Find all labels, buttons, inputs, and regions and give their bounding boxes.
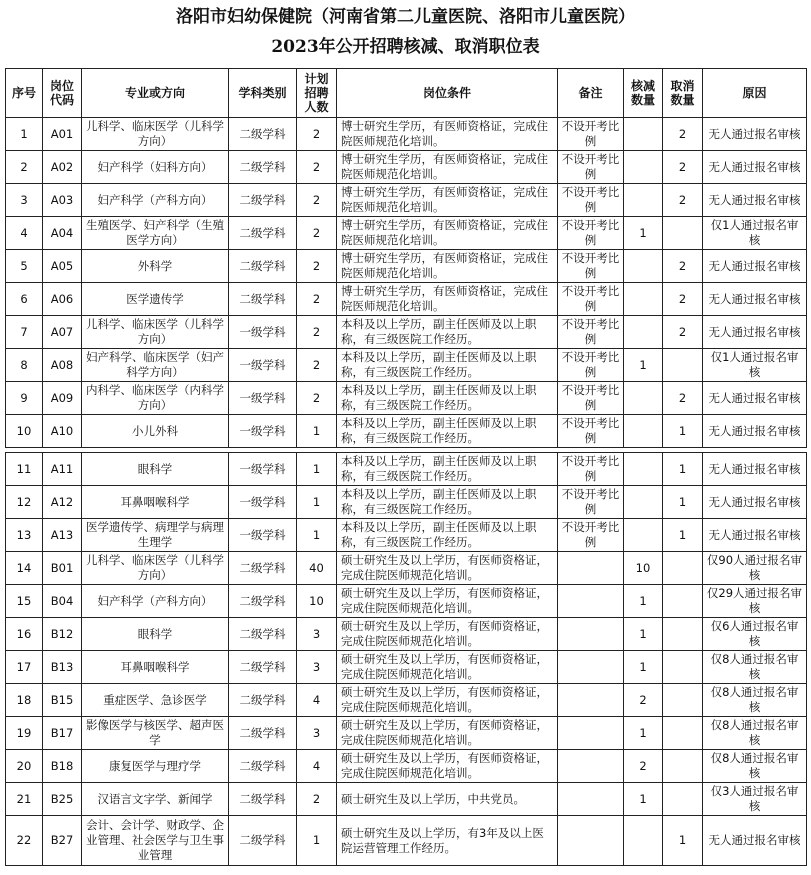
cell-category: 一级学科: [229, 349, 297, 382]
cell-code: A08: [43, 349, 82, 382]
cell-reason: 仅8人通过报名审核: [703, 750, 807, 783]
cell-seq: 2: [6, 151, 43, 184]
cell-reason: 无人通过报名审核: [703, 486, 807, 519]
cell-remark: 不设开考比例: [558, 118, 624, 151]
cell-code: A09: [43, 382, 82, 415]
cell-seq: 10: [6, 415, 43, 448]
cell-cancel: 2: [663, 151, 703, 184]
cell-code: B12: [43, 618, 82, 651]
cell-reason: 仅29人通过报名审核: [703, 585, 807, 618]
cell-major: 儿科学、临床医学（儿科学方向）: [82, 552, 229, 585]
cell-reason: 无人通过报名审核: [703, 184, 807, 217]
cell-plan: 3: [297, 618, 337, 651]
cell-seq: 11: [6, 453, 43, 486]
cell-category: 二级学科: [229, 717, 297, 750]
table-row: [6, 783, 807, 816]
cell-plan: 2: [297, 118, 337, 151]
cell-code: B01: [43, 552, 82, 585]
cell-conditions: 本科及以上学历，副主任医师及以上职称，有三级医院工作经历。: [337, 519, 558, 552]
header-plan: 计划招聘人数: [297, 69, 337, 118]
cell-conditions: 博士研究生学历，有医师资格证，完成住院医师规范化培训。: [337, 184, 558, 217]
cell-code: B04: [43, 585, 82, 618]
cell-cancel: 2: [663, 382, 703, 415]
cell-reduce: 1: [624, 651, 663, 684]
cell-category: 二级学科: [229, 750, 297, 783]
header-reason: 原因: [703, 69, 807, 118]
cell-conditions: 硕士研究生及以上学历，有医师资格证，完成住院医师规范化培训。: [337, 585, 558, 618]
cell-reduce: [624, 316, 663, 349]
table-row: [6, 750, 807, 783]
table-row: [6, 519, 807, 552]
cell-remark: 不设开考比例: [558, 453, 624, 486]
cell-plan: 1: [297, 415, 337, 448]
cell-category: 二级学科: [229, 618, 297, 651]
cell-code: A02: [43, 151, 82, 184]
cell-reduce: 2: [624, 684, 663, 717]
cell-reason: 仅3人通过报名审核: [703, 783, 807, 816]
cell-cancel: [663, 618, 703, 651]
table-row: [6, 382, 807, 415]
cell-remark: 不设开考比例: [558, 151, 624, 184]
cell-seq: 4: [6, 217, 43, 250]
cell-major: 生殖医学、妇产科学（生殖医学方向）: [82, 217, 229, 250]
cell-reduce: 1: [624, 717, 663, 750]
cell-plan: 2: [297, 283, 337, 316]
cell-remark: [558, 552, 624, 585]
cell-category: 一级学科: [229, 382, 297, 415]
cell-category: 二级学科: [229, 816, 297, 866]
cell-reason: 仅8人通过报名审核: [703, 651, 807, 684]
cell-cancel: [663, 585, 703, 618]
cell-conditions: 本科及以上学历，副主任医师及以上职称，有三级医院工作经历。: [337, 415, 558, 448]
cell-category: 二级学科: [229, 184, 297, 217]
cell-reduce: 1: [624, 585, 663, 618]
cell-category: 一级学科: [229, 486, 297, 519]
cell-seq: 12: [6, 486, 43, 519]
cell-reduce: [624, 382, 663, 415]
cell-reason: 仅1人通过报名审核: [703, 217, 807, 250]
cell-cancel: [663, 684, 703, 717]
cell-conditions: 硕士研究生及以上学历，有3年及以上医院运营管理工作经历。: [337, 816, 558, 866]
document-title-line1: 洛阳市妇幼保健院（河南省第二儿童医院、洛阳市儿童医院）: [176, 7, 635, 27]
cell-remark: 不设开考比例: [558, 184, 624, 217]
cell-cancel: [663, 717, 703, 750]
cell-reason: 仅8人通过报名审核: [703, 717, 807, 750]
cell-cancel: [663, 552, 703, 585]
cell-cancel: 2: [663, 184, 703, 217]
cell-plan: 40: [297, 552, 337, 585]
cell-conditions: 硕士研究生及以上学历，有医师资格证，完成住院医师规范化培训。: [337, 651, 558, 684]
cell-seq: 3: [6, 184, 43, 217]
cell-remark: [558, 684, 624, 717]
cell-category: 二级学科: [229, 684, 297, 717]
table-row: [6, 453, 807, 486]
cell-reason: 无人通过报名审核: [703, 283, 807, 316]
cell-major: 眼科学: [82, 453, 229, 486]
cell-major: 妇产科学（产科方向）: [82, 585, 229, 618]
table-row: [6, 250, 807, 283]
cell-code: A05: [43, 250, 82, 283]
cell-remark: [558, 717, 624, 750]
cell-conditions: 博士研究生学历，有医师资格证，完成住院医师规范化培训。: [337, 250, 558, 283]
cell-conditions: 硕士研究生及以上学历，有医师资格证，完成住院医师规范化培训。: [337, 684, 558, 717]
cell-reason: 无人通过报名审核: [703, 118, 807, 151]
cell-plan: 3: [297, 651, 337, 684]
positions-table: [5, 68, 807, 866]
cell-major: 耳鼻咽喉科学: [82, 651, 229, 684]
cell-reason: 仅1人通过报名审核: [703, 349, 807, 382]
cell-category: 二级学科: [229, 552, 297, 585]
cell-remark: [558, 585, 624, 618]
cell-cancel: 2: [663, 316, 703, 349]
cell-seq: 9: [6, 382, 43, 415]
cell-plan: 2: [297, 783, 337, 816]
cell-seq: 19: [6, 717, 43, 750]
cell-seq: 22: [6, 816, 43, 866]
cell-reason: 仅6人通过报名审核: [703, 618, 807, 651]
cell-reason: 无人通过报名审核: [703, 316, 807, 349]
cell-code: B27: [43, 816, 82, 866]
cell-reduce: [624, 816, 663, 866]
cell-major: 妇产科学、临床医学（妇产科学方向）: [82, 349, 229, 382]
cell-cancel: 1: [663, 415, 703, 448]
cell-conditions: 硕士研究生及以上学历，中共党员。: [337, 783, 558, 816]
cell-reason: 无人通过报名审核: [703, 382, 807, 415]
cell-reduce: [624, 415, 663, 448]
cell-code: B25: [43, 783, 82, 816]
header-seq: 序号: [6, 69, 43, 118]
cell-seq: 21: [6, 783, 43, 816]
cell-major: 会计、会计学、财政学、企业管理、社会医学与卫生事业管理: [82, 816, 229, 866]
cell-reduce: [624, 519, 663, 552]
cell-seq: 5: [6, 250, 43, 283]
cell-category: 二级学科: [229, 585, 297, 618]
cell-major: 儿科学、临床医学（儿科学方向）: [82, 316, 229, 349]
cell-cancel: 2: [663, 250, 703, 283]
cell-seq: 8: [6, 349, 43, 382]
cell-code: A13: [43, 519, 82, 552]
cell-reason: 仅8人通过报名审核: [703, 684, 807, 717]
cell-code: A04: [43, 217, 82, 250]
cell-category: 一级学科: [229, 519, 297, 552]
document-title-line2: 2023年公开招聘核减、取消职位表: [271, 37, 540, 57]
cell-reduce: [624, 118, 663, 151]
cell-conditions: 博士研究生学历，有医师资格证，完成住院医师规范化培训。: [337, 283, 558, 316]
header-category: 学科类别: [229, 69, 297, 118]
cell-plan: 2: [297, 250, 337, 283]
cell-plan: 2: [297, 382, 337, 415]
cell-remark: 不设开考比例: [558, 519, 624, 552]
cell-conditions: 本科及以上学历，副主任医师及以上职称，有三级医院工作经历。: [337, 382, 558, 415]
cell-remark: 不设开考比例: [558, 486, 624, 519]
cell-remark: 不设开考比例: [558, 283, 624, 316]
cell-plan: 2: [297, 151, 337, 184]
cell-cancel: 1: [663, 816, 703, 866]
cell-seq: 14: [6, 552, 43, 585]
cell-reduce: 10: [624, 552, 663, 585]
cell-code: B18: [43, 750, 82, 783]
cell-seq: 6: [6, 283, 43, 316]
table-row: [6, 283, 807, 316]
cell-major: 儿科学、临床医学（儿科学方向）: [82, 118, 229, 151]
header-conditions: 岗位条件: [337, 69, 558, 118]
cell-category: 二级学科: [229, 283, 297, 316]
table-row: [6, 585, 807, 618]
cell-reduce: [624, 250, 663, 283]
cell-cancel: [663, 783, 703, 816]
cell-plan: 1: [297, 519, 337, 552]
cell-seq: 15: [6, 585, 43, 618]
table-row: [6, 118, 807, 151]
header-major: 专业或方向: [82, 69, 229, 118]
cell-code: B17: [43, 717, 82, 750]
table-row: [6, 415, 807, 448]
cell-remark: 不设开考比例: [558, 250, 624, 283]
cell-category: 一级学科: [229, 415, 297, 448]
cell-remark: [558, 750, 624, 783]
cell-seq: 17: [6, 651, 43, 684]
cell-conditions: 硕士研究生及以上学历，有医师资格证，完成住院医师规范化培训。: [337, 552, 558, 585]
cell-reason: 无人通过报名审核: [703, 415, 807, 448]
cell-conditions: 本科及以上学历，副主任医师及以上职称，有三级医院工作经历。: [337, 349, 558, 382]
cell-plan: 3: [297, 717, 337, 750]
cell-cancel: 2: [663, 283, 703, 316]
cell-major: 康复医学与理疗学: [82, 750, 229, 783]
cell-reason: 无人通过报名审核: [703, 519, 807, 552]
cell-seq: 7: [6, 316, 43, 349]
cell-reason: 无人通过报名审核: [703, 816, 807, 866]
cell-conditions: 本科及以上学历，副主任医师及以上职称，有三级医院工作经历。: [337, 453, 558, 486]
cell-reason: 无人通过报名审核: [703, 151, 807, 184]
table-row: [6, 349, 807, 382]
cell-remark: 不设开考比例: [558, 217, 624, 250]
cell-major: 小儿外科: [82, 415, 229, 448]
cell-remark: [558, 783, 624, 816]
cell-conditions: 本科及以上学历，副主任医师及以上职称，有三级医院工作经历。: [337, 486, 558, 519]
cell-remark: 不设开考比例: [558, 415, 624, 448]
table-row: [6, 816, 807, 866]
cell-major: 内科学、临床医学（内科学方向）: [82, 382, 229, 415]
cell-category: 一级学科: [229, 316, 297, 349]
cell-remark: 不设开考比例: [558, 349, 624, 382]
cell-plan: 4: [297, 750, 337, 783]
cell-remark: [558, 816, 624, 866]
header-code: 岗位代码: [43, 69, 82, 118]
table-row: [6, 316, 807, 349]
cell-conditions: 硕士研究生及以上学历，有医师资格证，完成住院医师规范化培训。: [337, 750, 558, 783]
cell-code: A01: [43, 118, 82, 151]
header-remark: 备注: [558, 69, 624, 118]
table-row: [6, 717, 807, 750]
cell-plan: 4: [297, 684, 337, 717]
cell-conditions: 博士研究生学历，有医师资格证，完成住院医师规范化培训。: [337, 217, 558, 250]
cell-reason: 无人通过报名审核: [703, 453, 807, 486]
cell-seq: 18: [6, 684, 43, 717]
cell-cancel: [663, 651, 703, 684]
cell-major: 汉语言文字学、新闻学: [82, 783, 229, 816]
table-body: [6, 118, 807, 866]
cell-category: 二级学科: [229, 118, 297, 151]
cell-code: B15: [43, 684, 82, 717]
cell-major: 外科学: [82, 250, 229, 283]
cell-code: A10: [43, 415, 82, 448]
cell-reduce: [624, 453, 663, 486]
cell-conditions: 硕士研究生及以上学历，有医师资格证，完成住院医师规范化培训。: [337, 618, 558, 651]
cell-plan: 1: [297, 816, 337, 866]
cell-major: 重症医学、急诊医学: [82, 684, 229, 717]
table-row: [6, 184, 807, 217]
cell-code: B13: [43, 651, 82, 684]
cell-cancel: [663, 217, 703, 250]
cell-plan: 2: [297, 316, 337, 349]
cell-major: 影像医学与核医学、超声医学: [82, 717, 229, 750]
table-header-row: [6, 69, 807, 118]
cell-plan: 2: [297, 217, 337, 250]
cell-plan: 1: [297, 486, 337, 519]
cell-cancel: 2: [663, 118, 703, 151]
cell-major: 妇产科学（产科方向）: [82, 184, 229, 217]
cell-reason: 无人通过报名审核: [703, 250, 807, 283]
cell-code: A11: [43, 453, 82, 486]
cell-category: 一级学科: [229, 453, 297, 486]
cell-cancel: 1: [663, 453, 703, 486]
cell-plan: 1: [297, 453, 337, 486]
cell-seq: 13: [6, 519, 43, 552]
cell-plan: 2: [297, 349, 337, 382]
table-row: [6, 618, 807, 651]
table-row: [6, 151, 807, 184]
cell-major: 医学遗传学: [82, 283, 229, 316]
table-row: [6, 651, 807, 684]
table-row: [6, 552, 807, 585]
cell-remark: [558, 618, 624, 651]
cell-reduce: 1: [624, 349, 663, 382]
cell-cancel: [663, 349, 703, 382]
cell-category: 二级学科: [229, 217, 297, 250]
cell-category: 二级学科: [229, 651, 297, 684]
cell-conditions: 硕士研究生及以上学历，有医师资格证，完成住院医师规范化培训。: [337, 717, 558, 750]
header-cancel: 取消数量: [663, 69, 703, 118]
cell-reduce: [624, 283, 663, 316]
cell-category: 二级学科: [229, 783, 297, 816]
cell-reduce: 1: [624, 217, 663, 250]
cell-remark: [558, 651, 624, 684]
table-row: [6, 486, 807, 519]
cell-reduce: [624, 184, 663, 217]
cell-remark: 不设开考比例: [558, 382, 624, 415]
cell-reason: 仅90人通过报名审核: [703, 552, 807, 585]
cell-category: 二级学科: [229, 250, 297, 283]
cell-code: A07: [43, 316, 82, 349]
cell-cancel: 1: [663, 486, 703, 519]
cell-seq: 1: [6, 118, 43, 151]
cell-code: A12: [43, 486, 82, 519]
cell-plan: 2: [297, 184, 337, 217]
cell-major: 医学遗传学、病理学与病理生理学: [82, 519, 229, 552]
cell-conditions: 本科及以上学历，副主任医师及以上职称，有三级医院工作经历。: [337, 316, 558, 349]
header-reduce: 核减数量: [624, 69, 663, 118]
cell-code: A03: [43, 184, 82, 217]
cell-cancel: 1: [663, 519, 703, 552]
cell-plan: 10: [297, 585, 337, 618]
cell-major: 眼科学: [82, 618, 229, 651]
cell-seq: 16: [6, 618, 43, 651]
cell-major: 妇产科学（妇科方向）: [82, 151, 229, 184]
cell-reduce: 1: [624, 618, 663, 651]
cell-major: 耳鼻咽喉科学: [82, 486, 229, 519]
cell-conditions: 博士研究生学历，有医师资格证，完成住院医师规范化培训。: [337, 118, 558, 151]
cell-conditions: 博士研究生学历，有医师资格证，完成住院医师规范化培训。: [337, 151, 558, 184]
cell-reduce: 1: [624, 783, 663, 816]
cell-reduce: [624, 486, 663, 519]
cell-category: 二级学科: [229, 151, 297, 184]
cell-seq: 20: [6, 750, 43, 783]
cell-reduce: [624, 151, 663, 184]
cell-remark: 不设开考比例: [558, 316, 624, 349]
table-row: [6, 217, 807, 250]
table-row: [6, 684, 807, 717]
cell-cancel: [663, 750, 703, 783]
cell-reduce: 2: [624, 750, 663, 783]
cell-code: A06: [43, 283, 82, 316]
